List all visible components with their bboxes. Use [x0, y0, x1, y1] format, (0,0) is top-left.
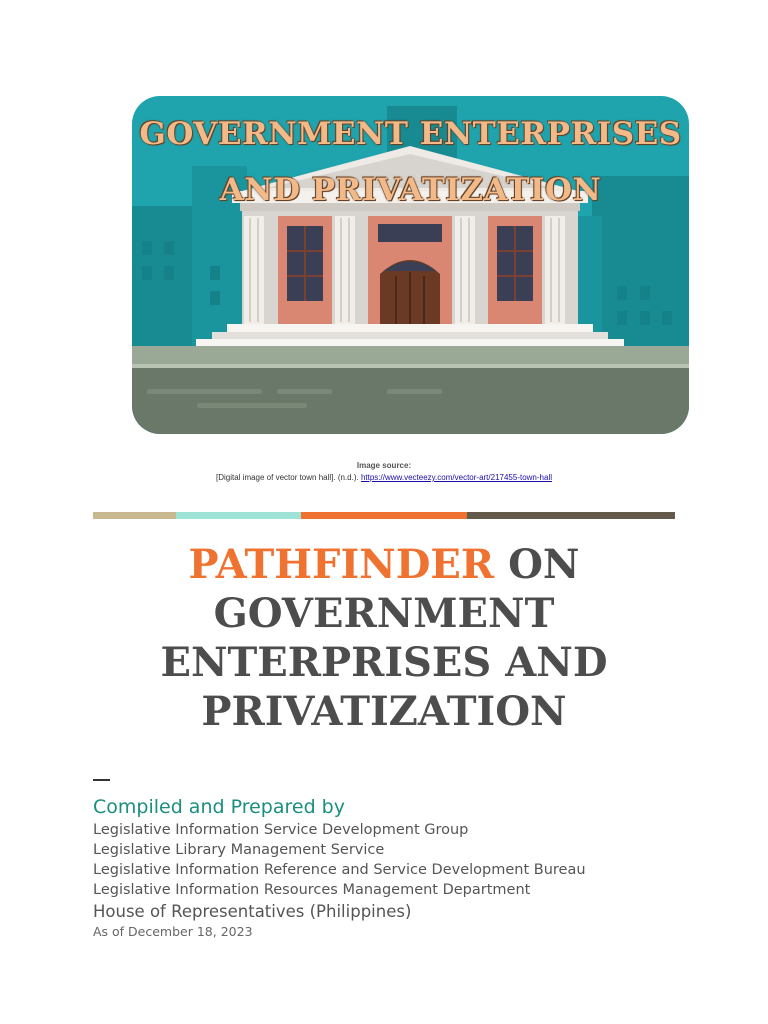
title-line-1 [0, 540, 768, 589]
house-of-representatives: House of Representatives (Philippines) [93, 902, 412, 921]
image-source-citation [0, 473, 768, 482]
divider-segment-mint [176, 512, 301, 519]
image-source-label: Image source: [356, 461, 412, 470]
citation-text: [Digital image of vector town hall]. (n.d.). [215, 473, 359, 482]
color-divider [93, 512, 675, 519]
cover-image-title-line1: GOVERNMENT ENTERPRISES [139, 116, 682, 152]
cover-illustration [132, 96, 689, 434]
compiled-heading: Compiled and Prepared by [93, 796, 345, 818]
title-line1-rest: ON [494, 541, 580, 588]
credit-line-4: Legislative Information Resources Management Department [93, 882, 531, 898]
divider-segment-tan [93, 512, 176, 519]
title-accent: PATHFINDER [188, 541, 495, 588]
image-source-link[interactable]: https://www.vecteezy.com/vector-art/217455-town-hall [360, 473, 552, 482]
credit-line-2: Legislative Library Management Service [93, 842, 385, 858]
divider-segment-brown [467, 512, 675, 519]
credit-line-3: Legislative Information Reference and Service Development Bureau [93, 862, 586, 878]
title-line-3: ENTERPRISES AND [160, 639, 608, 686]
title-line-2: GOVERNMENT [213, 590, 555, 637]
as-of-date: As of December 18, 2023 [93, 924, 253, 939]
title-line-4: PRIVATIZATION [201, 688, 567, 735]
divider-segment-orange [301, 512, 467, 519]
cover-image-title-line2: AND PRIVATIZATION [219, 172, 602, 208]
section-dash [93, 779, 110, 781]
credit-line-1: Legislative Information Service Development Group [93, 822, 469, 838]
document-title [0, 540, 768, 736]
